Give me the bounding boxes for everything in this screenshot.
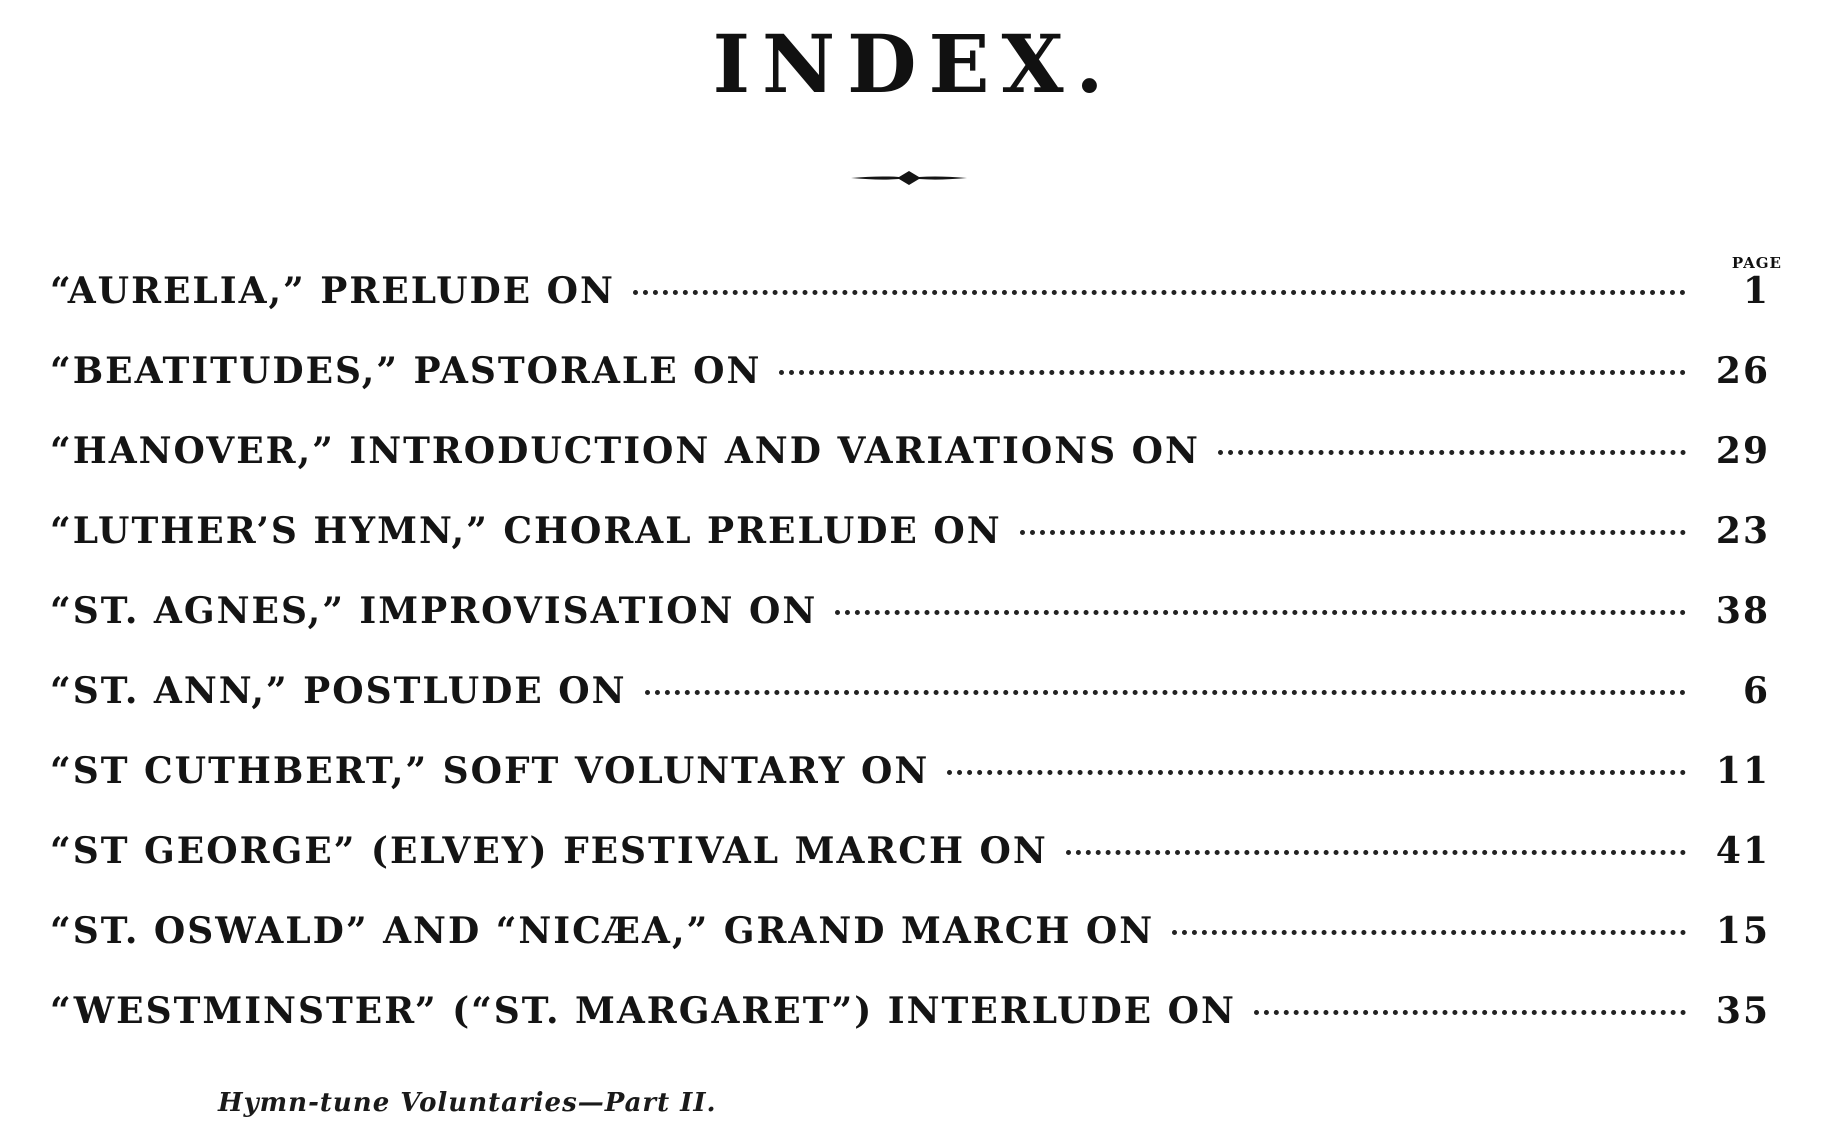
dot-leader bbox=[835, 610, 1686, 615]
footer-caption: Hymn-tune Voluntaries—Part II. bbox=[218, 1088, 717, 1118]
index-entry-page-number: 11 bbox=[1715, 750, 1770, 792]
index-entry-title: “AURELIA,” PRELUDE ON bbox=[50, 270, 615, 312]
index-entry-title: “WESTMINSTER” (“ST. MARGARET”) INTERLUDE ON bbox=[50, 990, 1236, 1032]
dot-leader bbox=[1172, 930, 1686, 935]
index-entry-page-number: 1 bbox=[1742, 270, 1770, 312]
index-entry-title: “LUTHER’S HYMN,” CHORAL PRELUDE ON bbox=[50, 510, 1002, 552]
index-entry-title: “ST. ANN,” POSTLUDE ON bbox=[50, 670, 627, 712]
index-entry-page-number: 26 bbox=[1715, 350, 1770, 392]
diamond-rule-ornament-icon bbox=[849, 166, 969, 190]
dot-leader bbox=[1020, 530, 1686, 535]
index-entry bbox=[50, 910, 1770, 990]
index-entry bbox=[50, 990, 1770, 1070]
index-entry bbox=[50, 750, 1770, 830]
index-entry-title: “ST. AGNES,” IMPROVISATION ON bbox=[50, 590, 818, 632]
index-entry-title: “HANOVER,” INTRODUCTION AND VARIATIONS ON bbox=[50, 430, 1200, 472]
index-entry-title: “ST GEORGE” (ELVEY) FESTIVAL MARCH ON bbox=[50, 830, 1048, 872]
dot-leader bbox=[1218, 450, 1686, 455]
index-entry-page-number: 29 bbox=[1715, 430, 1770, 472]
dot-leader bbox=[645, 690, 1686, 695]
index-entry bbox=[50, 350, 1770, 430]
index-entry-list bbox=[50, 270, 1770, 1070]
index-entry-page-number: 6 bbox=[1742, 670, 1770, 712]
page-column-label: PAGE bbox=[1731, 254, 1782, 272]
index-entry-page-number: 41 bbox=[1715, 830, 1770, 872]
index-entry-title: “BEATITUDES,” PASTORALE ON bbox=[50, 350, 762, 392]
index-entry-page-number: 15 bbox=[1715, 910, 1770, 952]
index-entry-page-number: 23 bbox=[1715, 510, 1770, 552]
index-entry bbox=[50, 830, 1770, 910]
index-entry bbox=[50, 670, 1770, 750]
index-entry bbox=[50, 510, 1770, 590]
dot-leader bbox=[1066, 850, 1686, 855]
dot-leader bbox=[947, 770, 1686, 775]
index-entry-page-number: 38 bbox=[1715, 590, 1770, 632]
index-entry bbox=[50, 270, 1770, 350]
index-entry bbox=[50, 590, 1770, 670]
index-entry-page-number: 35 bbox=[1715, 990, 1770, 1032]
index-entry-title: “ST CUTHBERT,” SOFT VOLUNTARY ON bbox=[50, 750, 930, 792]
dot-leader bbox=[779, 370, 1686, 375]
dot-leader bbox=[1254, 1010, 1686, 1015]
index-entry bbox=[50, 430, 1770, 510]
dot-leader bbox=[633, 290, 1686, 295]
index-entry-title: “ST. OSWALD” AND “NICÆA,” GRAND MARCH ON bbox=[50, 910, 1155, 952]
page-title: INDEX. bbox=[712, 17, 1116, 111]
